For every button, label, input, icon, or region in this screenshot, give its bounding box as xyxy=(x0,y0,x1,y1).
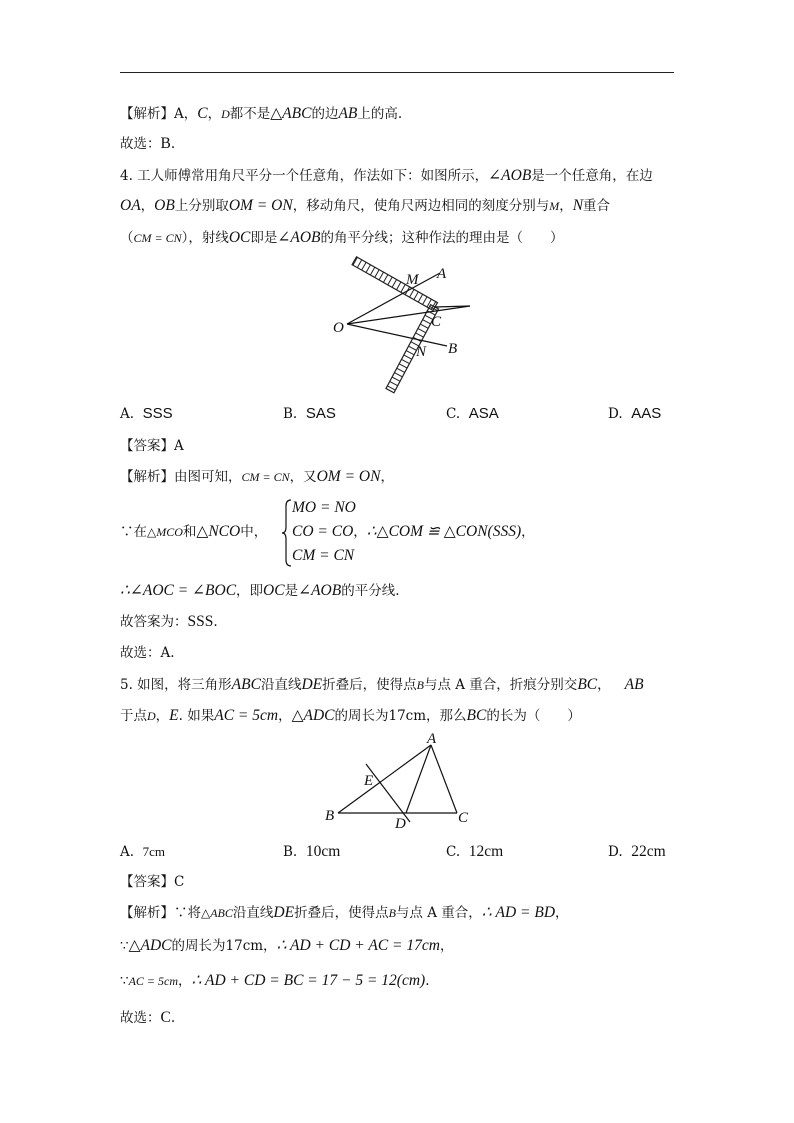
label-e: E xyxy=(364,773,374,789)
label-a: A xyxy=(437,266,447,282)
q5-option-a[interactable]: A. 7cm xyxy=(120,844,166,860)
label-n: N xyxy=(416,344,427,360)
q4-option-c[interactable]: C. ASA xyxy=(446,405,499,422)
segment-ad xyxy=(406,745,431,813)
q4-option-a[interactable]: A. SSS xyxy=(120,405,173,422)
ruler-upper-arm xyxy=(352,257,437,311)
prev-choose-line: 故选：B. xyxy=(120,135,176,152)
q4-option-d[interactable]: D. AAS xyxy=(608,405,662,422)
q4-stem-line-2: OA，OB上分别取OM = ON，移动角尺，使角尺两边相同的刻度分别与M，N重合 xyxy=(120,197,611,214)
q4-stem-line-1: 4. 工人师傅常用角尺平分一个任意角，作法如下：如图所示，∠AOB是一个任意角，在边 xyxy=(120,167,653,184)
label-c: C xyxy=(458,810,469,826)
q5-option-c[interactable]: C. 12cm xyxy=(446,843,504,860)
q4-option-b[interactable]: B. SAS xyxy=(283,405,336,422)
q4-analysis-line-4: 故答案为：SSS. xyxy=(120,613,218,630)
segment-ac xyxy=(431,745,457,813)
q5-option-b[interactable]: B. 10cm xyxy=(283,843,341,860)
q4-answer: 【答案】A xyxy=(120,438,184,454)
system-eq-1: MO = NO xyxy=(292,499,356,516)
fold-triangle-figure xyxy=(318,730,478,835)
angle-ruler-figure xyxy=(328,250,478,400)
label-b: B xyxy=(448,341,458,357)
q4-analysis-line-5: 故选：A. xyxy=(120,645,175,661)
label-d: D xyxy=(395,816,406,832)
q5-answer: 【答案】C xyxy=(120,874,185,890)
q5-stem-line-1: 5. 如图，将三角形ABC沿直线DE折叠后，使得点B与点 A 重合，折痕分别交BC， AB xyxy=(120,676,644,693)
q5-stem-line-2: 于点D，E. 如果AC = 5cm，△ADC的周长为17cm，那么BC的长为（ ） xyxy=(120,707,581,724)
segment-ab xyxy=(338,745,431,813)
q5-option-d[interactable]: D. 22cm xyxy=(608,843,666,860)
label-c: C xyxy=(431,314,442,330)
system-brace xyxy=(282,498,292,568)
q4-analysis-line-1: 【解析】由图可知，CM = CN，又OM = ON， xyxy=(120,468,394,485)
system-eq-3: CM = CN xyxy=(292,547,355,564)
q5-analysis-line-3: ∵AC = 5cm，∴ AD + CD = BC = 17 − 5 = 12(cm). xyxy=(120,972,430,989)
ray-oc xyxy=(347,306,470,324)
label-o: O xyxy=(333,320,344,336)
q5-analysis-line-1: 【解析】∵将△ABC沿直线DE折叠后，使得点B与点 A 重合，∴ AD = BD， xyxy=(120,904,569,921)
label-a: A xyxy=(427,731,437,747)
system-eq-2: CO = CO，∴△COM ≌ △CON(SSS)， xyxy=(292,523,535,540)
prev-analysis-line: 【解析】A，C，D都不是△ABC的边AB上的高. xyxy=(120,105,403,122)
q5-analysis-line-4: 故选：C. xyxy=(120,1009,176,1026)
label-b: B xyxy=(325,808,335,824)
q4-because-prefix: ∵在△MCO和△NCO中， xyxy=(120,523,268,540)
q4-stem-line-3: （CM = CN），射线OC即是∠AOB的角平分线；这种作法的理由是（ ） xyxy=(120,229,564,246)
header-rule xyxy=(120,72,674,73)
q5-analysis-line-2: ∵△ADC的周长为17cm，∴ AD + CD + AC = 17cm， xyxy=(120,937,454,954)
q4-analysis-line-3: ∴∠AOC = ∠BOC，即OC是∠AOB的平分线. xyxy=(120,582,400,599)
label-m: M xyxy=(406,272,419,288)
